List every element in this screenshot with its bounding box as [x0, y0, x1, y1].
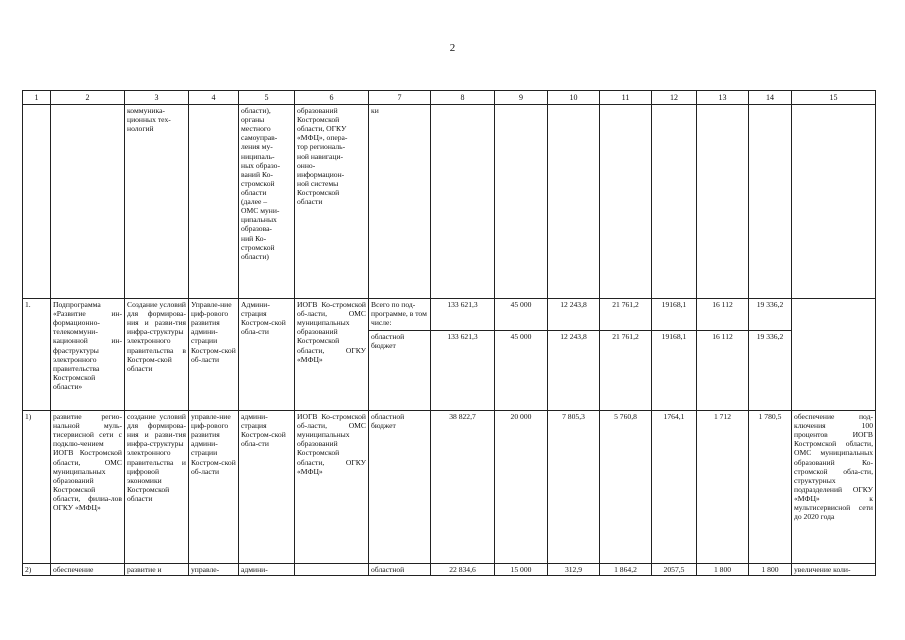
cell	[792, 105, 876, 299]
cell	[295, 564, 369, 576]
cell: областной бюджет	[369, 411, 431, 564]
column-number: 1	[23, 91, 51, 105]
cell: 133 621,3	[431, 299, 495, 331]
cell: 45 000	[495, 331, 548, 411]
row-index: 1.	[23, 299, 51, 411]
cell: 1 800	[697, 564, 749, 576]
cell: коммуника- ционных тех- нологий	[125, 105, 189, 299]
cell: развитие и	[125, 564, 189, 576]
cell: управле-ние циф-рового развития админи-страции Костром-ской об-ласти	[189, 411, 239, 564]
activity-row-2	[23, 564, 876, 576]
column-number: 8	[431, 91, 495, 105]
cell	[600, 105, 652, 299]
activity-row-1	[23, 411, 876, 564]
cell: областной	[369, 564, 431, 576]
cell: Подпрограмма «Развитие ин-формационно-телекоммуни-кационной ин-фраструктуры электронного правительства Костромской области»	[51, 299, 125, 411]
cell: 7 805,3	[548, 411, 600, 564]
cell: 20 000	[495, 411, 548, 564]
cell: 38 822,7	[431, 411, 495, 564]
cell: управле-	[189, 564, 239, 576]
cell: 1 712	[697, 411, 749, 564]
cell: создание условий для формирова-ния и разви-тия инфра-структуры электронного правительства и цифровой экономики Костромской области	[125, 411, 189, 564]
cell	[792, 299, 876, 411]
row-index: 2)	[23, 564, 51, 576]
cell	[495, 105, 548, 299]
cell: 12 243,8	[548, 331, 600, 411]
cell: обеспечение под-ключения 100 процентов ИОГВ Костромской области, ОМС муниципальных образований Ко-стромской обла-сти, структурных подразделений ОГКУ «МФЦ» к мультисервисной сети до 2020 года	[792, 411, 876, 564]
continuation-row	[23, 105, 876, 299]
cell	[51, 105, 125, 299]
cell: 2057,5	[652, 564, 697, 576]
cell: ИОГВ Ко-стромской об-ласти, ОМС муниципальных образований Костромской области, ОГКУ «МФЦ»	[295, 299, 369, 411]
cell: развитие регио-нальной муль-тисервисной сети с подклю-чением ИОГВ Костромской области, ОМС муниципальных образований Костромской области, филиа-лов ОГКУ «МФЦ»	[51, 411, 125, 564]
cell: 16 112	[697, 331, 749, 411]
program-table	[22, 90, 876, 576]
cell: 5 760,8	[600, 411, 652, 564]
cell: Админи-страция Костром-ской обла-сти	[239, 299, 295, 411]
column-number: 6	[295, 91, 369, 105]
column-number: 13	[697, 91, 749, 105]
cell	[652, 105, 697, 299]
column-number: 9	[495, 91, 548, 105]
column-number: 14	[749, 91, 792, 105]
cell: 1 800	[749, 564, 792, 576]
cell: ки	[369, 105, 431, 299]
cell	[431, 105, 495, 299]
cell: 1 864,2	[600, 564, 652, 576]
cell: Управле-ние циф-рового развития админи-страции Костром-ской об-ласти	[189, 299, 239, 411]
cell: админи-	[239, 564, 295, 576]
cell: 312,9	[548, 564, 600, 576]
subprogram-row	[23, 299, 876, 331]
row-index: 1)	[23, 411, 51, 564]
cell: 19168,1	[652, 299, 697, 331]
cell: образований Костромской области, ОГКУ «МФЦ», опера- тор региональ- ной навигаци- онно- информацион- ной системы Костромской области	[295, 105, 369, 299]
page-number: 2	[449, 42, 456, 54]
cell: 133 621,3	[431, 331, 495, 411]
column-number: 15	[792, 91, 876, 105]
cell: 22 834,6	[431, 564, 495, 576]
cell: 19 336,2	[749, 299, 792, 331]
column-number: 2	[51, 91, 125, 105]
cell: увеличение коли-	[792, 564, 876, 576]
cell: 12 243,8	[548, 299, 600, 331]
column-number: 11	[600, 91, 652, 105]
cell	[23, 105, 51, 299]
cell	[749, 105, 792, 299]
column-number: 10	[548, 91, 600, 105]
cell: 21 761,2	[600, 331, 652, 411]
column-number: 12	[652, 91, 697, 105]
cell: Всего по под-программе, в том числе:	[369, 299, 431, 331]
cell: админи-страция Костром-ской обла-сти	[239, 411, 295, 564]
cell: 21 761,2	[600, 299, 652, 331]
cell: 1 780,5	[749, 411, 792, 564]
cell: областной бюджет	[369, 331, 431, 411]
column-number: 3	[125, 91, 189, 105]
cell: 19 336,2	[749, 331, 792, 411]
cell: ИОГВ Ко-стромской об-ласти, ОМС муниципальных образований Костромской области, ОГКУ «МФЦ»	[295, 411, 369, 564]
column-number: 4	[189, 91, 239, 105]
column-number-row	[23, 91, 876, 105]
cell: 1764,1	[652, 411, 697, 564]
cell: Создание условий для формирова-ния и разви-тия инфра-структуры электронного правительства в Костром-ской области	[125, 299, 189, 411]
cell	[189, 105, 239, 299]
column-number: 5	[239, 91, 295, 105]
cell: обеспечение	[51, 564, 125, 576]
cell: 16 112	[697, 299, 749, 331]
cell: области), органы местного самоуправ- ления му- ниципаль- ных образо- ваний Ко- стромской области (далее – ОМС муни- ципальных образова- ний Ко- стромской области)	[239, 105, 295, 299]
cell: 15 000	[495, 564, 548, 576]
cell	[548, 105, 600, 299]
cell	[697, 105, 749, 299]
column-number: 7	[369, 91, 431, 105]
cell: 45 000	[495, 299, 548, 331]
cell: 19168,1	[652, 331, 697, 411]
